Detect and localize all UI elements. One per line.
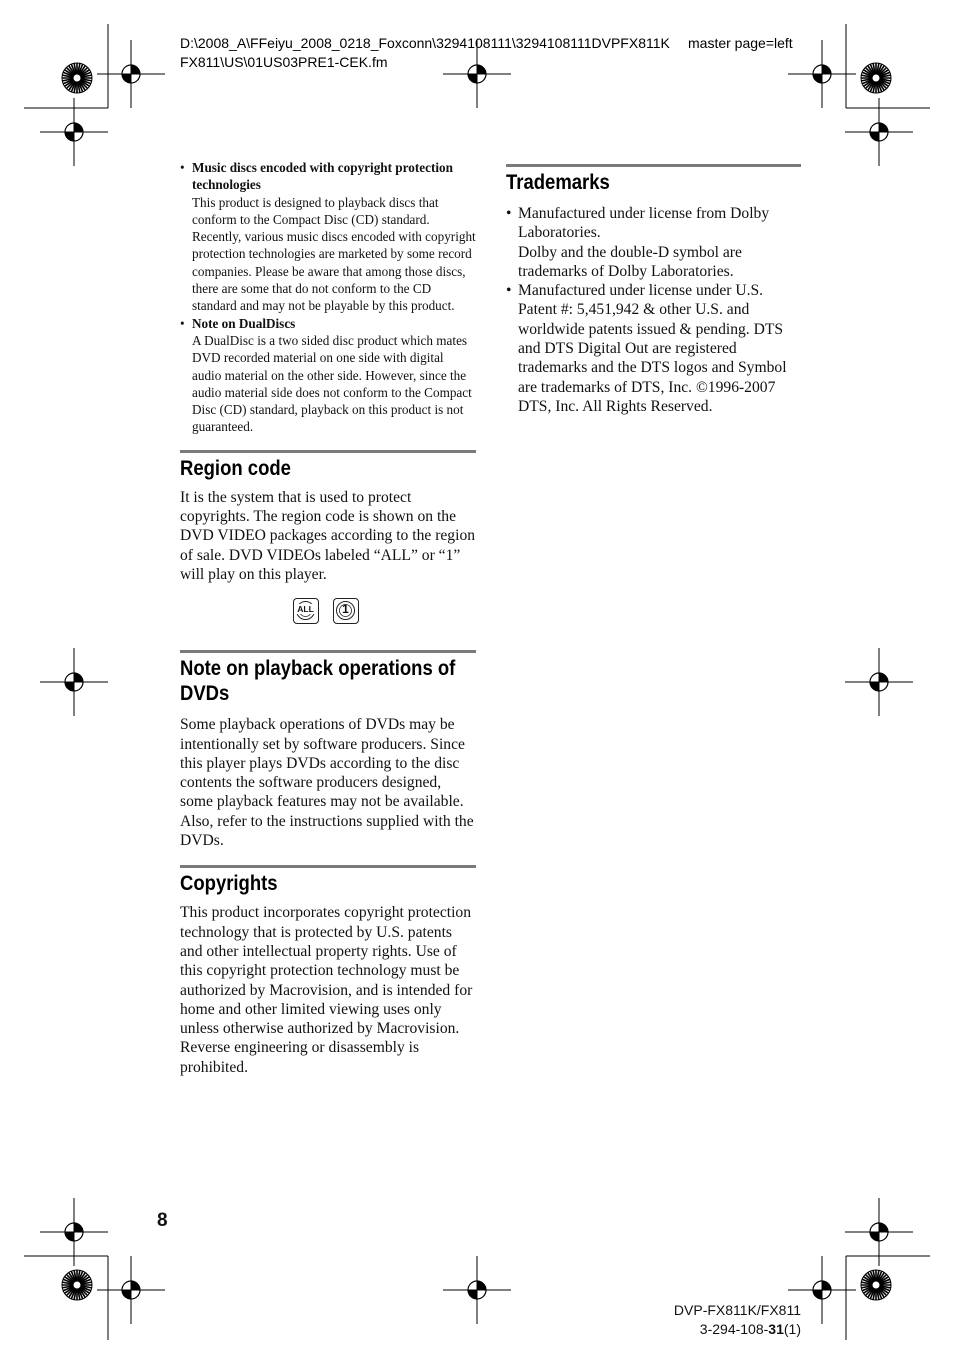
file-path-line2: FX811\US\01US03PRE1-CEK.fm: [180, 54, 388, 70]
playback-note-heading: [180, 653, 456, 706]
trademarks-list: [506, 204, 801, 416]
region-1-label: 1: [342, 602, 349, 617]
region-all-label: ALL: [294, 604, 317, 614]
cd-notes-list: [180, 159, 476, 436]
footer-model-info: [674, 1301, 801, 1339]
footer-code-prefix: 3-294-108-: [699, 1321, 769, 1337]
trademark-text: Manufactured under license from Dolby Laboratories.: [518, 205, 770, 242]
footer-code: [674, 1320, 801, 1339]
bullet-title: Note on DualDiscs: [192, 315, 296, 331]
trademarks-heading: Trademarks: [506, 170, 610, 194]
footer-model: DVP-FX811K/FX811: [673, 1302, 801, 1318]
region-code-heading: Region code: [180, 455, 291, 480]
bullet-text: This product is designed to playback discs that conform to the Compact Disc (CD) standard. Recently, various music discs encoded with copyright protection technologies are marketed by some record companies. Please be aware that among those discs, there are some that do not conform to the CD standard and may not be playable by this product.: [192, 194, 476, 314]
bullet-glyph: •: [506, 205, 512, 222]
footer-code-bold: 31: [768, 1321, 784, 1337]
bullet-glyph: •: [506, 282, 512, 300]
page-number: 8: [157, 1210, 168, 1231]
list-item: [506, 281, 801, 416]
region-all-icon: [293, 598, 319, 624]
list-item: [180, 315, 476, 436]
region-icons: [180, 588, 476, 634]
copyrights-text: This product incorporates copyright protection technology that is protected by U.S. patents and other intellectual property rights. Use of this copyright protection technology must be authorized by Macrovision, and is intended for home and other limited viewing uses only unless otherwise authorized by Macrovision. Reverse engineering or disassembly is prohibited.: [180, 904, 473, 1076]
copyrights-heading: Copyrights: [180, 871, 278, 896]
bullet-text: A DualDisc is a two sided disc product which mates DVD recorded material on one side with digital audio material on the other side. However, since the audio material side does not conform to the Compact Disc (CD) standard, playback on this product is not guaranteed.: [192, 332, 472, 435]
master-page-label: master page=left: [688, 35, 793, 51]
region-1-icon: [333, 598, 359, 624]
playback-note-heading-line1: Note on playback operations of: [180, 656, 456, 681]
file-path-line1: D:\2008_A\FFeiyu_2008_0218_Foxconn\3294108111\3294108111DVPFX811K: [180, 35, 670, 51]
bullet-glyph: •: [180, 160, 185, 175]
right-column: [506, 164, 801, 416]
footer-code-suffix: (1): [783, 1321, 801, 1337]
bullet-glyph: •: [180, 315, 185, 331]
list-item: [180, 159, 476, 315]
left-column: [180, 159, 476, 1077]
trademark-text: Dolby and the double-D symbol are trademarks of Dolby Laboratories.: [518, 243, 742, 280]
playback-note-heading-line2: DVDs: [180, 681, 230, 706]
bullet-title: Music discs encoded with copyright protection technologies: [192, 160, 453, 193]
list-item: [506, 204, 801, 281]
region-code-text: It is the system that is used to protect copyrights. The region code is shown on the DVD VIDEO packages according to the region of sale. DVD VIDEOs labeled “ALL” or “1” will play on this player.: [180, 488, 476, 583]
trademark-text: Manufactured under license under U.S. Patent #: 5,451,942 & other U.S. and worldwide patents issued & pending. DTS and DTS Digital Out are registered trademarks and the DTS logos and Symbol are trademarks of DTS, Inc. ©1996-2007 DTS, Inc. All Rights Reserved.: [518, 282, 787, 415]
playback-note-text: Some playback operations of DVDs may be intentionally set by software producers. Since this player plays DVDs according to the disc contents the software producers designed, some playback features may not be available. Also, refer to the instructions supplied with the DVDs.: [180, 716, 474, 850]
